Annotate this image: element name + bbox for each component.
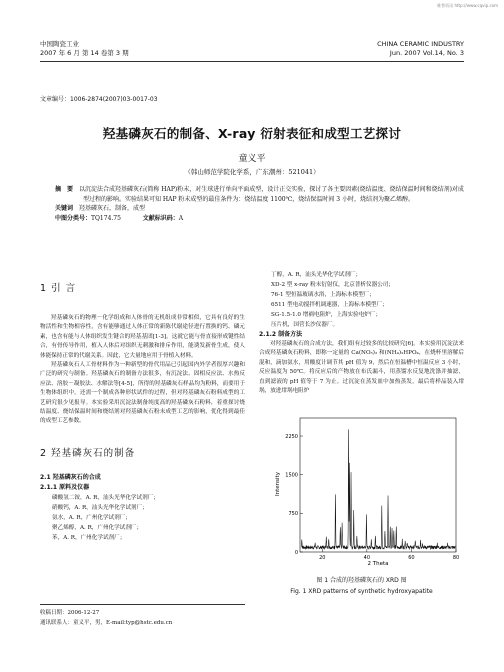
author: 童义平 bbox=[238, 154, 266, 164]
abstract bbox=[55, 185, 465, 204]
material-item: XD-2 型 x-ray 粉末衍射仪，北京普析仪器公司； bbox=[271, 282, 394, 288]
footnote bbox=[40, 608, 172, 628]
material-item: SG-1.5-1.0 增祸电阻炉，上海实验电炉厂； bbox=[271, 312, 382, 318]
figure-caption-en: Fig. 1 XRD patterns of synthetic hydroxyapatite bbox=[290, 588, 433, 595]
x-axis-label: 2 Theta bbox=[367, 561, 389, 567]
subsection-2-1-2-heading: 2.1.2 制备方法 bbox=[259, 331, 303, 338]
subsection-2-1-1-heading: 2.1.1 原料及仪器 bbox=[40, 483, 90, 491]
material-item: 压片机，国营长沙仪器厂。 bbox=[271, 322, 339, 328]
method-paragraph: 对羟基磷灰石的合成方法，我们组有过较多的比较研究[6]。本实验用沉淀法来合成羟基磷灰石粉料，即称一定量的 Ca(NO₃)₂ 和(NH₄)₂HPO₄，在烧杯里溶解后混和，滴加氨水，用酸度计调节其 pH 值为 9，然后在恒温槽中恒温反应 3 小时，反应温度为 50℃。将反应后的产物放在布氏漏斗，用蒸馏水反复地洗涤并抽滤，直到滤液的 pH 值等于 7 为止。过沉淀在蒸发皿中加热蒸发，最后将样品装入坩埚，放进坩埚电阻炉 bbox=[259, 341, 464, 395]
x-tick-label: 60 bbox=[408, 555, 415, 561]
journal-header-left bbox=[40, 40, 129, 57]
keywords-label: 关键词 bbox=[55, 205, 74, 212]
method-text bbox=[259, 340, 464, 396]
intro-text bbox=[40, 314, 245, 427]
y-tick-label: 1500 bbox=[285, 472, 298, 479]
material-item: 硝酸钙，A. R，汕头光华化学试剂厂； bbox=[52, 504, 148, 511]
material-item: 磷酸氢二铵，A. R，汕头光华化学试剂厂； bbox=[52, 494, 159, 501]
document-code-label: 文献标识码： bbox=[142, 214, 179, 222]
material-item: 氨水，A. R，广州化学试剂厂； bbox=[52, 514, 131, 521]
footnote-rule bbox=[40, 604, 245, 605]
abstract-text: 以沉淀法合成羟基磷灰石(简称 HAP)粉末，对生球进行单向平面成型，设计正交实验，探讨了各主要因素(烧结温度、烧结保温时间和烧结剂)对成型过程的影响。实验结果可知 HAP 粉末成型的最佳条件为：烧结温度 1100℃，烧结保温时间 3 小时，烧结剂为聚乙烯醇。 bbox=[79, 186, 464, 203]
paper-title: 羟基磷灰石的制备、X-ray 衍射表征和成型工艺探讨 bbox=[102, 126, 402, 141]
y-axis-label: Intensity bbox=[275, 472, 281, 496]
plot-frame bbox=[300, 418, 456, 552]
material-item: 苯，A. R，广州化学试剂厂； bbox=[52, 534, 126, 541]
intro-paragraph-2: 羟基磷灰石人工骨材料作为一种新型的骨代用品已引起国内外学者很厚兴趣和广泛的研究与制备。羟基磷灰石的制备方法很多，有沉淀法、固相反应法、水热反应法、溶胶－凝胶法、水解法等[4-5]，所得的羟基磷灰石样品均为粉料，而要用于生物体组织中，还需一个制成各种形状试件的过程，但对羟基磷灰石粉料成型的工艺研究很少见报导。本实验采用沉淀法制备纯度高的羟基磷灰石粉料，着重探讨烧结温度、烧结保温时间和烧结剂对羟基磷灰石粉末成型工艺的影响，优化得到最佳的成型工艺参数。 bbox=[40, 362, 245, 425]
right-column bbox=[259, 270, 464, 396]
classification-value: TQ174.75 bbox=[91, 214, 121, 222]
journal-issue-cn: 2007 年 6 月 第 14 卷第 3 期 bbox=[40, 48, 129, 57]
classification-label: 中图分类号： bbox=[55, 214, 92, 222]
affiliation: （韩山师范学院化学系，广东潮州：521041） bbox=[184, 168, 320, 176]
journal-name-cn: 中国陶瓷工业 bbox=[40, 40, 79, 48]
journal-name-en: CHINA CERAMIC INDUSTRY bbox=[377, 40, 464, 48]
y-tick-label: 750 bbox=[288, 511, 298, 518]
intro-paragraph-1: 羟基磷灰石的物理－化学组成和人体骨的无机组成非常相似，它具有良好的生物活性和生物相容性，含有能够通过人体正常的新陈代谢途径进行置换的钙、磷元素，也含有能与人体组织发生键合的羟基基团[1-3]。这就它能与骨直接形成键性结合，有骨传导作用，植入人体后对组织无刺激和排斥作用，能诱发新骨生成，使人体能保持正常的代谢关系。因此，它大量地应用于骨植入材料。 bbox=[40, 315, 245, 359]
section-2-heading: 2 羟基磷灰石的制备 bbox=[40, 447, 136, 459]
watermark: 维普资讯 http://www.cqvip.com bbox=[437, 3, 498, 8]
abstract-label: 摘 要 bbox=[55, 186, 74, 193]
x-tick-label: 40 bbox=[363, 555, 371, 561]
article-number: 文章编号：1006-2874(2007)03-0017-03 bbox=[40, 96, 158, 103]
figure-caption-cn: 图 1 合成的羟基磷灰石的 XRD 图 bbox=[316, 577, 407, 584]
contact-info: 通讯联系人：童义平，男，E-mail:typ@hstc.edu.cn bbox=[40, 620, 173, 626]
header-rule bbox=[40, 61, 464, 62]
xrd-trace bbox=[301, 429, 455, 549]
materials-list-right bbox=[259, 270, 464, 330]
keywords bbox=[55, 204, 465, 214]
journal-header-right bbox=[377, 40, 464, 57]
y-tick-label: 2250 bbox=[285, 433, 298, 440]
materials-list-left bbox=[40, 493, 245, 543]
received-date: 收稿日期：2006-12-27 bbox=[40, 610, 100, 616]
material-item: 丁醇，A. R，汕头光华化学试剂厂； bbox=[271, 272, 362, 278]
keywords-text: 羟基磷灰石，制备，成型 bbox=[79, 205, 146, 212]
material-item: 聚乙烯醇，A. R，广州化学试剂厂； bbox=[52, 524, 143, 531]
abstract-block bbox=[55, 185, 465, 223]
chart-axes bbox=[300, 418, 456, 552]
x-tick-label: 20 bbox=[319, 555, 326, 561]
y-ticks bbox=[285, 434, 303, 556]
left-column bbox=[40, 258, 245, 543]
x-ticks bbox=[319, 549, 459, 561]
journal-issue-en: Jun. 2007 Vol.14, No. 3 bbox=[389, 48, 464, 57]
section-1-heading: 1 引 言 bbox=[40, 283, 77, 294]
material-item: 76-1 型恒温玻璃水浴，上海标本模型厂； bbox=[271, 292, 375, 298]
xrd-chart bbox=[272, 412, 462, 570]
subsection-2-1-heading: 2.1 羟基磷灰石的合成 bbox=[40, 473, 101, 481]
classification bbox=[55, 214, 465, 224]
y-tick-label: 0 bbox=[294, 549, 298, 556]
document-code-value: A bbox=[178, 214, 184, 222]
material-item: 6511 型电动搅拌机调速器，上海标本模型厂； bbox=[271, 302, 388, 308]
x-tick-label: 80 bbox=[452, 555, 460, 561]
